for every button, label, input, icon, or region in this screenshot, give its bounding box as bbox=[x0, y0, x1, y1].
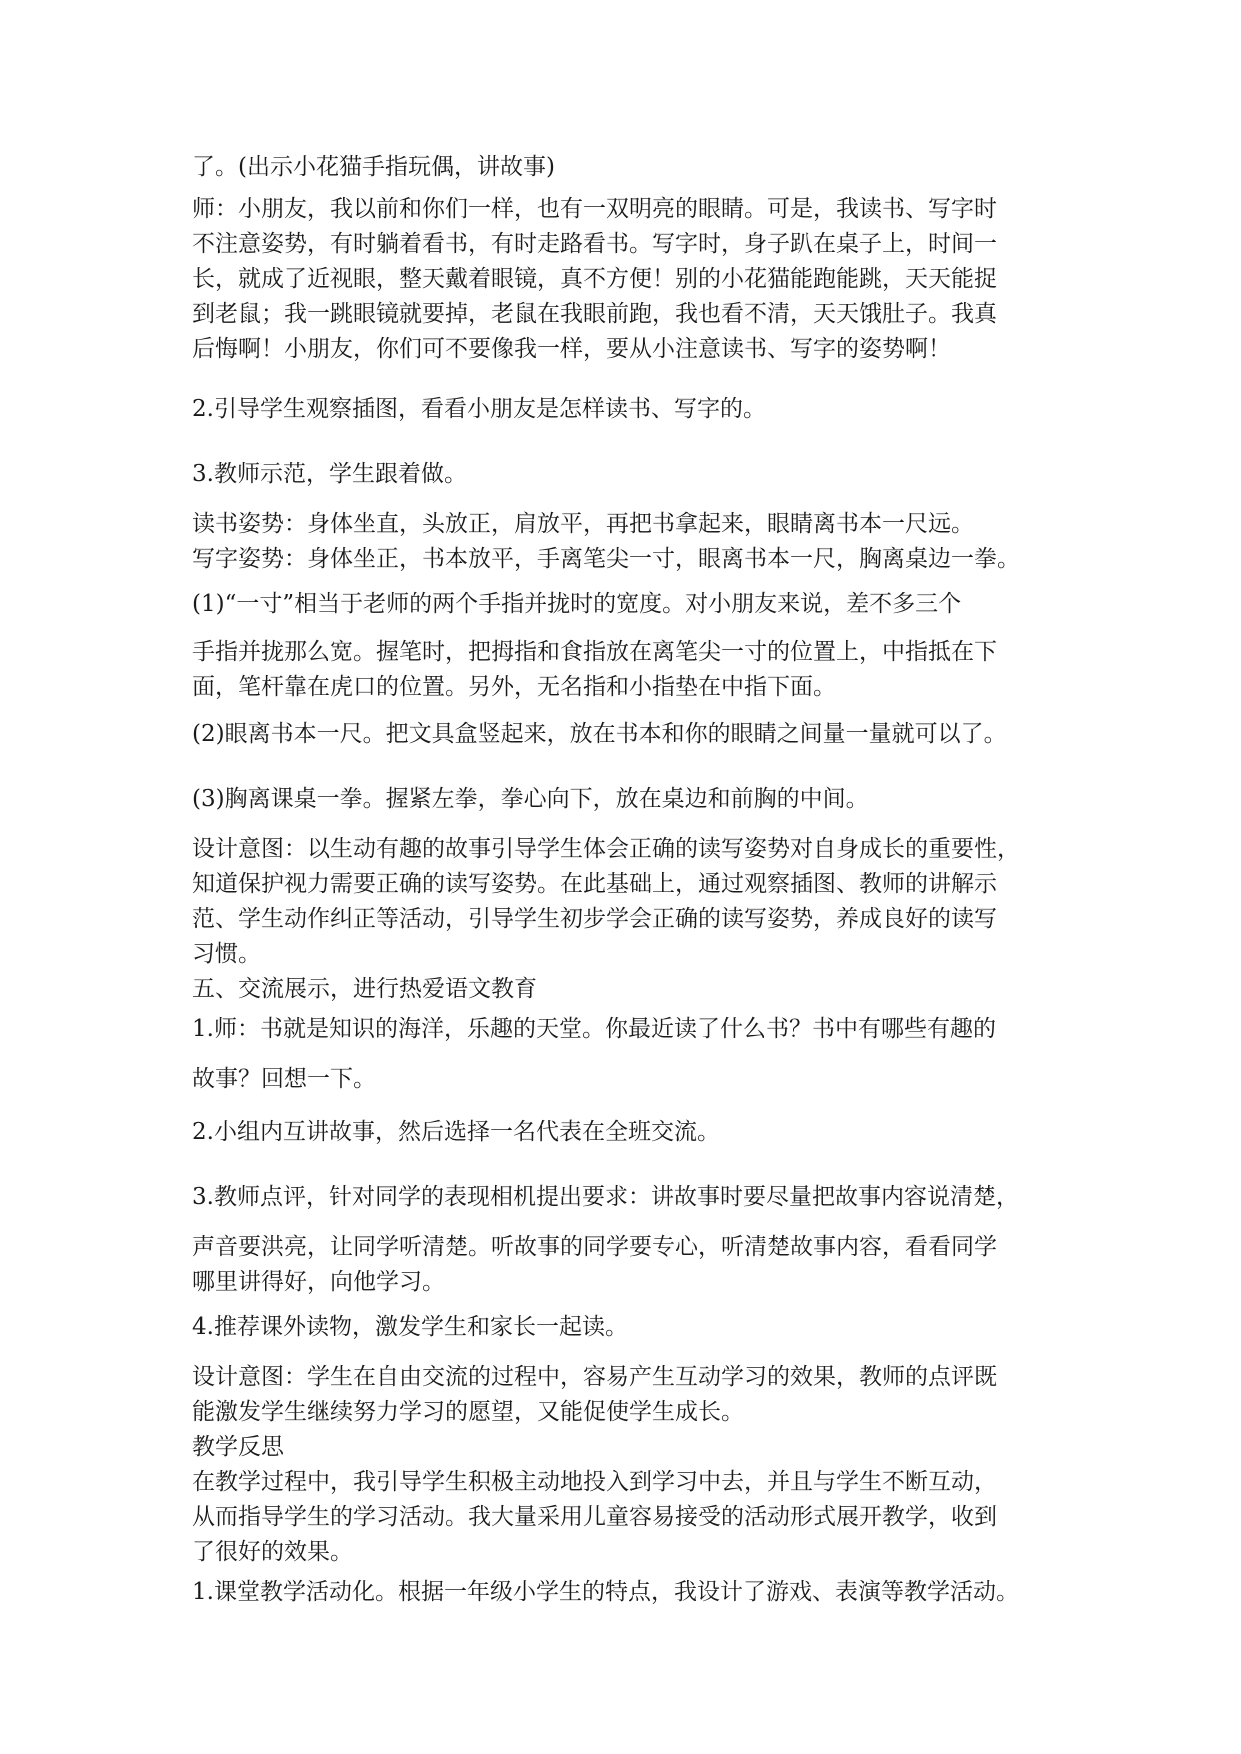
paragraph-point-3: (3)胸离课桌一拳。握紧左拳，拳心向下，放在桌边和前胸的中间。 bbox=[192, 786, 869, 812]
paragraph-exchange-3: 3.教师点评，针对同学的表现相机提出要求：讲故事时要尽量把故事内容说清楚， bbox=[192, 1184, 1019, 1210]
paragraph-story-intro: 了。(出示小花猫手指玩偶，讲故事) bbox=[192, 154, 555, 180]
paragraph-point-2: (2)眼离书本一尺。把文具盒竖起来，放在书本和你的眼睛之间量一量就可以了。 bbox=[192, 721, 1007, 747]
paragraph-exchange-4: 4.推荐课外读物，激发学生和家长一起读。 bbox=[192, 1314, 628, 1340]
paragraph-step-3: 3.教师示范，学生跟着做。 bbox=[192, 461, 467, 487]
paragraph-pen-grip: 手指并拢那么宽。握笔时，把拇指和食指放在离笔尖一寸的位置上，中指抵在下 面，笔杆靠在虎口的位置。另外，无名指和小指垫在中指下面。 bbox=[192, 639, 997, 700]
paragraph-postures: 读书姿势：身体坐直，头放正，肩放平，再把书拿起来，眼睛离书本一尺远。 写字姿势：身体坐正，书本放平，手离笔尖一寸，眼离书本一尺，胸离桌边一拳。 bbox=[192, 511, 1020, 572]
paragraph-point-1: (1)“一寸”相当于老师的两个手指并拢时的宽度。对小朋友来说，差不多三个 bbox=[192, 591, 962, 617]
paragraph-design-intent-2: 设计意图：学生在自由交流的过程中，容易产生互动学习的效果，教师的点评既 能激发学生继续努力学习的愿望，又能促使学生成长。 教学反思 在教学过程中，我引导学生积极主动地投入到学习中去，并且与学生不断互动， 从而指导学生的学习活动。我大量采用儿童容易接受的活动形式展开教学，收到 了很好的效果。 bbox=[192, 1364, 997, 1565]
paragraph-exchange-1: 1.师：书就是知识的海洋，乐趣的天堂。你最近读了什么书？书中有哪些有趣的 bbox=[192, 1016, 996, 1042]
paragraph-step-2: 2.引导学生观察插图，看看小朋友是怎样读书、写字的。 bbox=[192, 396, 766, 422]
paragraph-teacher-story: 师：小朋友，我以前和你们一样，也有一双明亮的眼睛。可是，我读书、写字时 不注意姿势，有时躺着看书，有时走路看书。写字时，身子趴在桌子上，时间一 长，就成了近视眼，整天戴着眼镜，真不方便！别的小花猫能跑能跳，天天能捉 到老鼠；我一跳眼镜就要掉，老鼠在我眼前跑，我也看不清，天天饿肚子。我真 后悔啊！小朋友，你们可不要像我一样，要从小注意读书、写字的姿势啊！ bbox=[192, 196, 997, 362]
section-heading-reflection: 教学反思 bbox=[192, 1434, 284, 1460]
paragraph-exchange-2: 2.小组内互讲故事，然后选择一名代表在全班交流。 bbox=[192, 1119, 720, 1145]
paragraph-design-intent-1: 设计意图：以生动有趣的故事引导学生体会正确的读写姿势对自身成长的重要性， 知道保护视力需要正确的读写姿势。在此基础上，通过观察插图、教师的讲解示 范、学生动作纠正等活动，引导学生初步学会正确的读写姿势，养成良好的读写 习惯。 五、交流展示，进行热爱语文教育 bbox=[192, 836, 1020, 1002]
section-heading-5: 五、交流展示，进行热爱语文教育 bbox=[192, 976, 537, 1002]
paragraph-exchange-3-cont: 声音要洪亮，让同学听清楚。听故事的同学要专心，听清楚故事内容，看看同学 哪里讲得好，向他学习。 bbox=[192, 1234, 997, 1295]
paragraph-reflection-1: 1.课堂教学活动化。根据一年级小学生的特点，我设计了游戏、表演等教学活动。 bbox=[192, 1579, 1019, 1605]
paragraph-exchange-1-cont: 故事？回想一下。 bbox=[192, 1066, 376, 1092]
